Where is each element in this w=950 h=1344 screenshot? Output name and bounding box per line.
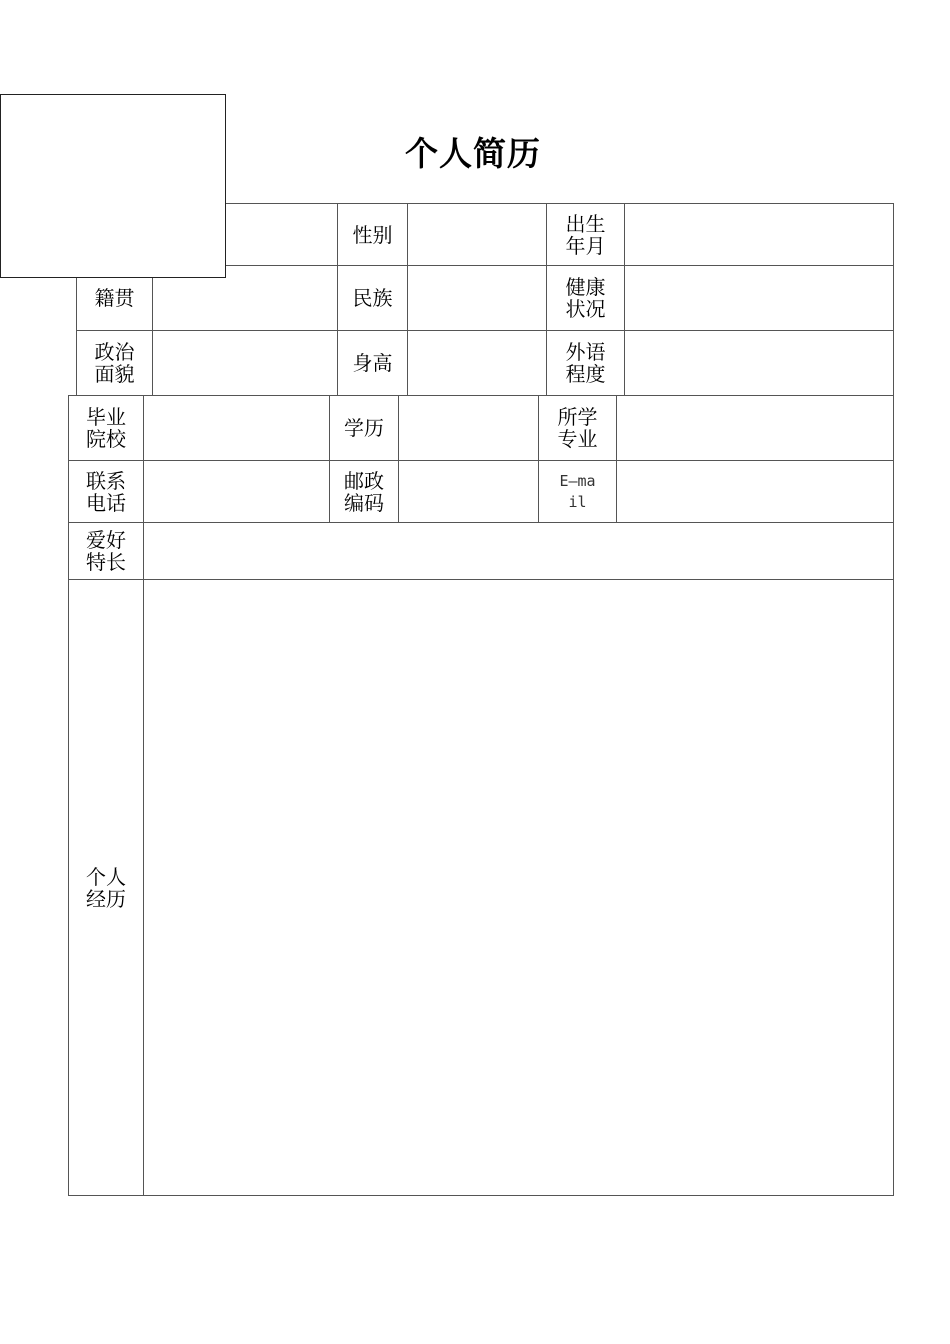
email-label-text: E—mail	[559, 471, 596, 511]
education-label-text: 学历	[344, 416, 384, 440]
gender-field[interactable]	[407, 203, 547, 266]
ethnicity-label	[337, 265, 408, 331]
ethnicity-field[interactable]	[407, 265, 547, 331]
photo-box[interactable]	[0, 94, 226, 278]
language-label	[546, 330, 625, 396]
email-field[interactable]	[616, 460, 894, 523]
health-field[interactable]	[624, 265, 894, 331]
postcode-label	[329, 460, 399, 523]
political-field[interactable]	[152, 330, 338, 396]
school-field[interactable]	[143, 395, 330, 461]
health-label	[546, 265, 625, 331]
school-label	[68, 395, 144, 461]
birth-label-text: 出生年月	[565, 211, 606, 258]
hobbies-label	[68, 522, 144, 580]
education-field[interactable]	[398, 395, 539, 461]
height-field[interactable]	[407, 330, 547, 396]
political-label-text: 政治面貌	[94, 340, 135, 386]
hobbies-label-text: 爱好特长	[86, 528, 126, 574]
gender-label	[337, 203, 408, 266]
phone-field[interactable]	[143, 460, 330, 523]
political-label	[76, 330, 153, 396]
major-field[interactable]	[616, 395, 894, 461]
major-label-text: 所学专业	[557, 405, 598, 451]
gender-label-text: 性别	[352, 222, 393, 247]
hobbies-field[interactable]	[143, 522, 894, 580]
experience-label	[68, 579, 144, 1196]
email-label	[538, 460, 617, 523]
height-label	[337, 330, 408, 396]
native-place-label-text: 籍贯	[94, 286, 135, 310]
major-label	[538, 395, 617, 461]
experience-label-text: 个人经历	[86, 864, 126, 911]
school-label-text: 毕业院校	[86, 405, 126, 451]
language-label-text: 外语程度	[565, 340, 606, 386]
postcode-field[interactable]	[398, 460, 539, 523]
education-label	[329, 395, 399, 461]
birth-label	[546, 203, 625, 266]
ethnicity-label-text: 民族	[352, 286, 393, 310]
language-field[interactable]	[624, 330, 894, 396]
experience-field[interactable]	[143, 579, 894, 1196]
health-label-text: 健康状况	[565, 275, 606, 321]
birth-field[interactable]	[624, 203, 894, 266]
phone-label	[68, 460, 144, 523]
postcode-label-text: 邮政编码	[344, 468, 384, 515]
height-label-text: 身高	[352, 351, 393, 375]
page-title: 个人简历	[405, 134, 541, 173]
phone-label-text: 联系电话	[86, 468, 126, 515]
